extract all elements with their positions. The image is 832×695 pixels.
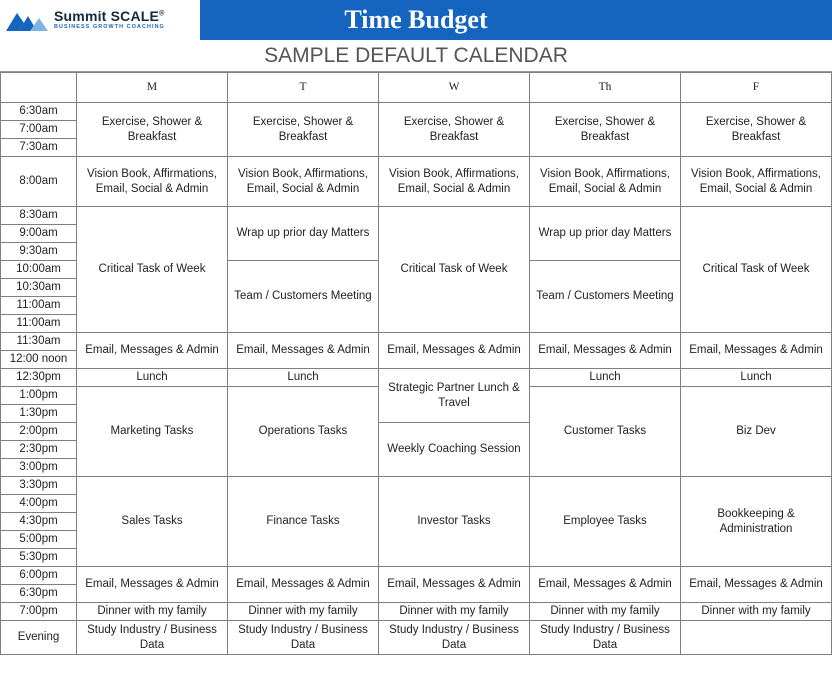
time-label: 12:30pm — [1, 369, 77, 387]
day-header-tuesday: T — [228, 73, 379, 103]
event-cell: Vision Book, Affirmations, Email, Social & Admin — [379, 157, 530, 207]
event-cell: Email, Messages & Admin — [681, 333, 832, 369]
time-label: 6:30am — [1, 103, 77, 121]
event-cell: Operations Tasks — [228, 387, 379, 477]
time-label: 12:00 noon — [1, 351, 77, 369]
time-column-header — [1, 73, 77, 103]
event-cell: Lunch — [77, 369, 228, 387]
event-cell: Email, Messages & Admin — [379, 333, 530, 369]
event-cell: Dinner with my family — [77, 603, 228, 621]
time-label: 5:30pm — [1, 549, 77, 567]
time-label: 11:30am — [1, 333, 77, 351]
page-header — [0, 0, 832, 40]
day-header-monday: M — [77, 73, 228, 103]
event-cell: Marketing Tasks — [77, 387, 228, 477]
brand-text — [54, 9, 165, 30]
event-cell: Vision Book, Affirmations, Email, Social & Admin — [228, 157, 379, 207]
time-label: 11:00am — [1, 297, 77, 315]
event-cell: Exercise, Shower & Breakfast — [379, 103, 530, 157]
day-header-friday: F — [681, 73, 832, 103]
time-label: 11:00am — [1, 315, 77, 333]
event-cell: Email, Messages & Admin — [228, 333, 379, 369]
time-label: 10:00am — [1, 261, 77, 279]
event-cell: Strategic Partner Lunch & Travel — [379, 369, 530, 423]
event-cell: Study Industry / Business Data — [77, 621, 228, 655]
time-label: 6:30pm — [1, 585, 77, 603]
time-label: 7:00am — [1, 121, 77, 139]
event-cell: Team / Customers Meeting — [530, 261, 681, 333]
event-cell: Exercise, Shower & Breakfast — [681, 103, 832, 157]
day-header-wednesday: W — [379, 73, 530, 103]
event-cell: Finance Tasks — [228, 477, 379, 567]
table-row — [1, 369, 832, 387]
event-cell: Study Industry / Business Data — [530, 621, 681, 655]
event-cell: Vision Book, Affirmations, Email, Social & Admin — [681, 157, 832, 207]
time-label: 10:30am — [1, 279, 77, 297]
time-label: 6:00pm — [1, 567, 77, 585]
event-cell: Dinner with my family — [681, 603, 832, 621]
event-cell: Study Industry / Business Data — [379, 621, 530, 655]
time-label: 2:00pm — [1, 423, 77, 441]
time-label: Evening — [1, 621, 77, 655]
brand-registered-mark: ® — [159, 10, 165, 18]
event-cell: Email, Messages & Admin — [77, 333, 228, 369]
event-cell: Email, Messages & Admin — [530, 333, 681, 369]
event-cell-empty — [681, 621, 832, 655]
page-title: Time Budget — [344, 5, 488, 34]
time-label: 9:00am — [1, 225, 77, 243]
event-cell: Email, Messages & Admin — [530, 567, 681, 603]
time-label: 9:30am — [1, 243, 77, 261]
event-cell: Exercise, Shower & Breakfast — [530, 103, 681, 157]
mountain-logo-icon — [6, 7, 48, 33]
event-cell: Sales Tasks — [77, 477, 228, 567]
table-row — [1, 477, 832, 495]
event-cell: Customer Tasks — [530, 387, 681, 477]
time-label: 3:00pm — [1, 459, 77, 477]
time-label: 4:30pm — [1, 513, 77, 531]
time-label: 5:00pm — [1, 531, 77, 549]
table-row — [1, 103, 832, 121]
event-cell: Email, Messages & Admin — [681, 567, 832, 603]
event-cell: Biz Dev — [681, 387, 832, 477]
event-cell: Team / Customers Meeting — [228, 261, 379, 333]
event-cell: Wrap up prior day Matters — [530, 207, 681, 261]
table-row — [1, 207, 832, 225]
event-cell: Critical Task of Week — [681, 207, 832, 333]
event-cell: Dinner with my family — [530, 603, 681, 621]
event-cell: Dinner with my family — [379, 603, 530, 621]
brand-tagline: BUSINESS GROWTH COACHING — [54, 24, 165, 31]
event-cell: Employee Tasks — [530, 477, 681, 567]
time-label: 7:30am — [1, 139, 77, 157]
event-cell: Exercise, Shower & Breakfast — [77, 103, 228, 157]
page-subtitle: SAMPLE DEFAULT CALENDAR — [0, 40, 832, 72]
event-cell: Critical Task of Week — [77, 207, 228, 333]
table-row — [1, 603, 832, 621]
time-label: 7:00pm — [1, 603, 77, 621]
event-cell: Vision Book, Affirmations, Email, Social & Admin — [530, 157, 681, 207]
time-label: 1:30pm — [1, 405, 77, 423]
event-cell: Investor Tasks — [379, 477, 530, 567]
event-cell: Lunch — [530, 369, 681, 387]
calendar-table — [0, 72, 832, 655]
time-label: 1:00pm — [1, 387, 77, 405]
time-label: 4:00pm — [1, 495, 77, 513]
table-row — [1, 567, 832, 585]
event-cell: Exercise, Shower & Breakfast — [228, 103, 379, 157]
event-cell: Wrap up prior day Matters — [228, 207, 379, 261]
event-cell: Lunch — [228, 369, 379, 387]
table-row — [1, 621, 832, 655]
table-row — [1, 157, 832, 207]
event-cell: Critical Task of Week — [379, 207, 530, 333]
table-row — [1, 333, 832, 351]
event-cell: Lunch — [681, 369, 832, 387]
event-cell: Study Industry / Business Data — [228, 621, 379, 655]
time-label: 3:30pm — [1, 477, 77, 495]
time-label: 2:30pm — [1, 441, 77, 459]
event-cell: Email, Messages & Admin — [228, 567, 379, 603]
brand-logo — [0, 0, 200, 40]
time-label: 8:00am — [1, 157, 77, 207]
event-cell: Email, Messages & Admin — [77, 567, 228, 603]
calendar-header-row — [1, 73, 832, 103]
day-header-thursday: Th — [530, 73, 681, 103]
event-cell: Dinner with my family — [228, 603, 379, 621]
event-cell: Email, Messages & Admin — [379, 567, 530, 603]
brand-name: Summit SCALE® — [54, 8, 165, 25]
event-cell: Bookkeeping & Administration — [681, 477, 832, 567]
event-cell: Weekly Coaching Session — [379, 423, 530, 477]
time-label: 8:30am — [1, 207, 77, 225]
event-cell: Vision Book, Affirmations, Email, Social & Admin — [77, 157, 228, 207]
